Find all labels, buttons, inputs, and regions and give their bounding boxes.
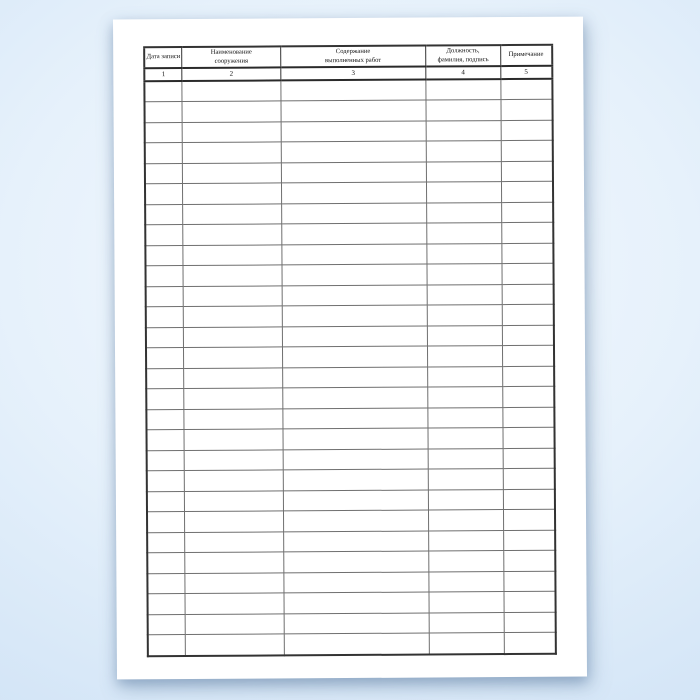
empty-cell [147,491,185,512]
column-number-5: 5 [500,66,552,79]
empty-cell [185,573,283,594]
table-row [145,182,553,205]
empty-cell [184,368,282,389]
empty-cell [148,614,186,635]
table-row [145,223,553,246]
table-row [145,243,553,266]
empty-cell [501,202,553,223]
empty-cell [284,572,429,593]
empty-cell [183,142,281,163]
column-number-4: 4 [426,66,501,79]
empty-cell [428,428,503,449]
empty-cell [182,101,280,122]
empty-cell [145,143,183,164]
empty-cell [282,346,427,367]
empty-cell [282,387,427,408]
empty-cell [146,286,184,307]
empty-cell [147,573,185,594]
empty-cell [281,79,426,101]
empty-cell [502,366,554,387]
empty-cell [503,489,555,510]
table-header-row [144,45,552,68]
empty-cell [183,265,281,286]
column-header-record-date: Дата записи [144,47,182,68]
empty-cell [503,407,555,428]
empty-cell [283,428,428,449]
empty-cell [426,79,501,100]
empty-cell [428,387,503,408]
empty-cell [145,163,183,184]
empty-cell [281,203,426,224]
table-row [147,489,555,512]
empty-cell [283,551,428,572]
table-row [147,551,555,574]
empty-cell [504,571,556,592]
empty-cell [185,470,283,491]
empty-cell [283,408,428,429]
empty-cell [427,325,502,346]
empty-cell [427,223,502,244]
empty-cell [146,430,184,451]
empty-cell [427,202,502,223]
empty-cell [184,409,282,430]
empty-cell [185,450,283,471]
empty-cell [185,491,283,512]
table-row [146,305,554,328]
table-row [147,510,555,533]
column-header-note: Примечание [500,45,552,66]
empty-cell [186,614,284,635]
empty-cell [501,120,553,141]
table-row [147,469,555,492]
table-row [146,407,554,430]
empty-cell [428,510,503,531]
empty-cell [426,182,501,203]
empty-cell [503,551,555,572]
empty-cell [144,81,182,102]
empty-cell [147,553,185,574]
empty-cell [427,264,502,285]
empty-cell [282,244,427,265]
empty-cell [184,286,282,307]
empty-cell [501,100,553,121]
empty-cell [185,511,283,532]
empty-cell [147,512,185,533]
empty-cell [502,346,554,367]
empty-cell [182,80,280,102]
journal-table [143,44,557,657]
empty-cell [502,387,554,408]
empty-cell [144,102,182,123]
empty-cell [426,141,501,162]
empty-cell [145,266,183,287]
empty-cell [426,120,501,141]
empty-cell [147,471,185,492]
empty-cell [428,469,503,490]
empty-cell [284,613,429,634]
empty-cell [145,245,183,266]
empty-cell [145,225,183,246]
table-header [144,45,552,81]
table-row [146,366,554,389]
empty-cell [502,325,554,346]
empty-cell [281,141,426,162]
empty-cell [503,510,555,531]
empty-cell [185,532,283,553]
empty-cell [429,612,504,633]
empty-cell [184,347,282,368]
document-page [113,17,587,680]
table-row [146,428,554,451]
empty-cell [183,122,281,143]
empty-cell [147,450,185,471]
empty-cell [283,490,428,511]
table-row [147,530,555,553]
empty-cell [183,163,281,184]
empty-cell [502,305,554,326]
empty-cell [429,571,504,592]
empty-cell [503,469,555,490]
empty-cell [428,448,503,469]
empty-cell [426,161,501,182]
column-number-2: 2 [182,67,280,80]
empty-cell [501,223,553,244]
empty-cell [503,530,555,551]
empty-cell [502,264,554,285]
empty-cell [284,633,429,655]
empty-cell [146,327,184,348]
empty-cell [184,429,282,450]
empty-cell [283,510,428,531]
empty-cell [183,204,281,225]
empty-cell [503,448,555,469]
empty-cell [147,594,185,615]
empty-cell [146,307,184,328]
empty-cell [283,449,428,470]
table-row [145,120,553,143]
column-header-work-content: Содержание выполненных работ [280,46,425,68]
empty-cell [502,243,554,264]
empty-cell [186,634,284,656]
empty-cell [426,100,501,121]
empty-cell [148,635,186,656]
empty-cell [503,428,555,449]
empty-cell [429,551,504,572]
column-number-1: 1 [144,68,182,81]
empty-cell [501,161,553,182]
table-row [148,632,556,655]
empty-cell [185,552,283,573]
empty-cell [504,591,556,612]
table-row [144,79,552,102]
empty-cell [281,100,426,121]
empty-cell [184,327,282,348]
empty-cell [428,407,503,428]
empty-cell [429,633,504,654]
empty-cell [281,162,426,183]
empty-cell [504,612,556,633]
empty-cell [427,346,502,367]
empty-cell [428,366,503,387]
empty-cell [145,122,183,143]
empty-cell [501,141,553,162]
empty-cell [282,264,427,285]
table-row [146,325,554,348]
empty-cell [147,532,185,553]
table-body [144,79,556,656]
empty-cell [281,223,426,244]
empty-cell [183,245,281,266]
empty-cell [429,530,504,551]
empty-cell [145,184,183,205]
empty-cell [502,284,554,305]
table-row [146,346,554,369]
empty-cell [284,592,429,613]
empty-cell [146,389,184,410]
column-header-structure-name: Наименование сооружения [182,46,280,68]
empty-cell [281,121,426,142]
empty-cell [282,367,427,388]
table-row [148,612,556,635]
empty-cell [146,409,184,430]
table-row [147,591,555,614]
empty-cell [427,284,502,305]
empty-cell [185,593,283,614]
empty-cell [146,348,184,369]
empty-cell [427,305,502,326]
empty-cell [282,326,427,347]
empty-cell [501,79,553,100]
table-row [147,448,555,471]
column-number-3: 3 [281,67,426,81]
table-row [147,571,555,594]
empty-cell [184,306,282,327]
table-row [145,141,553,164]
empty-cell [501,182,553,203]
empty-cell [184,388,282,409]
table-row [145,161,553,184]
empty-cell [282,285,427,306]
table-row [146,387,554,410]
empty-cell [504,632,556,653]
empty-cell [283,469,428,490]
table-row [144,100,552,123]
table-row [145,202,553,225]
empty-cell [281,182,426,203]
empty-cell [427,243,502,264]
empty-cell [145,204,183,225]
empty-cell [146,368,184,389]
empty-cell [428,489,503,510]
table-row [145,264,553,287]
column-header-position-signature: Должность, фамилия, подпись [426,45,501,66]
table-row [146,284,554,307]
empty-cell [183,183,281,204]
empty-cell [429,592,504,613]
empty-cell [183,224,281,245]
empty-cell [282,305,427,326]
empty-cell [283,531,428,552]
